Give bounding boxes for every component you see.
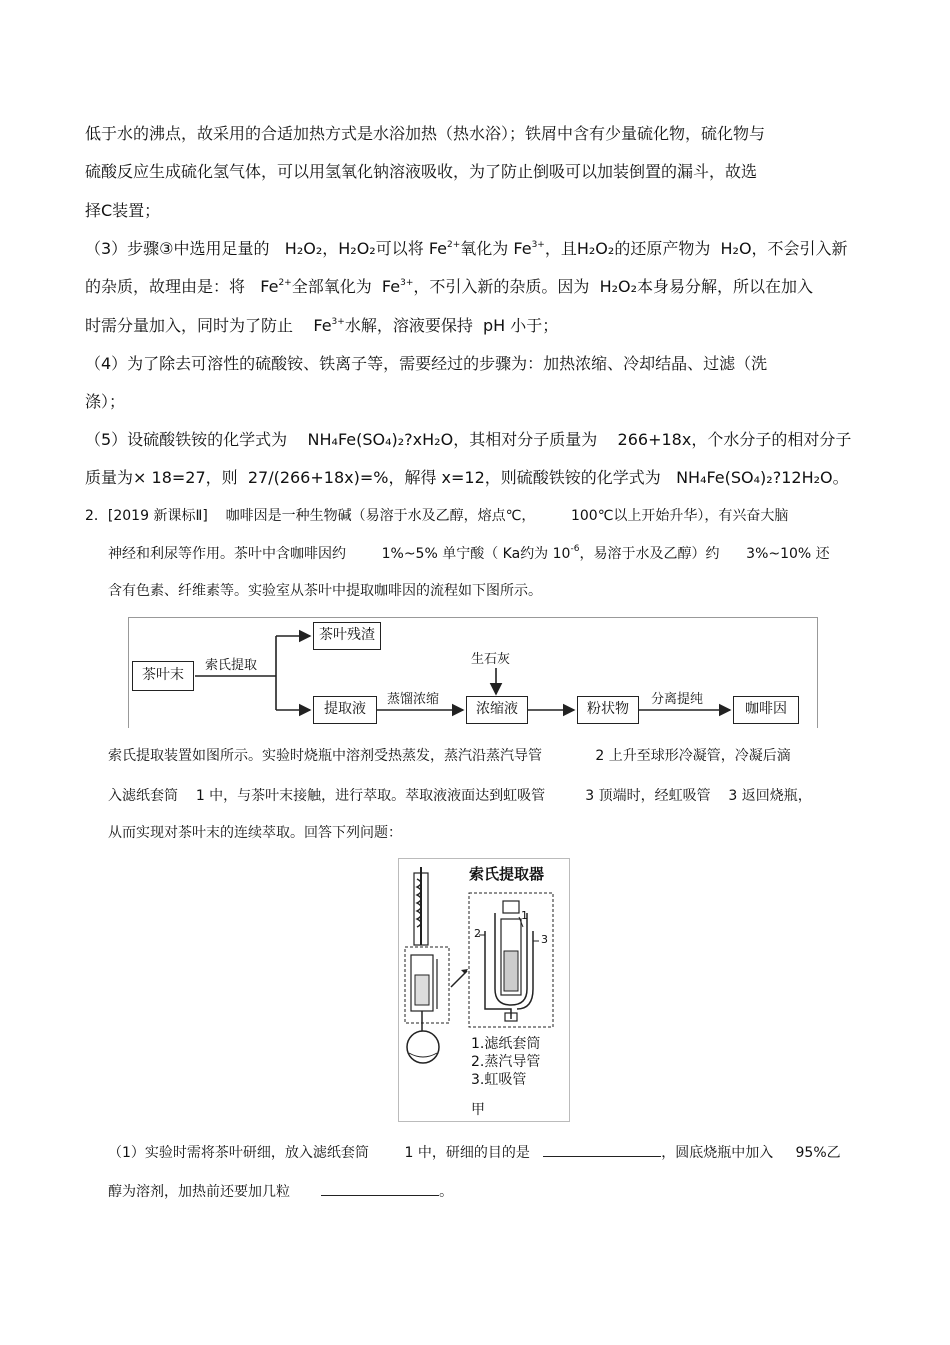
apparatus-legend-3: 3.虹吸管 (471, 1072, 527, 1088)
apparatus-legend-2: 2.蒸汽导管 (471, 1054, 541, 1070)
text-line: 硫酸反应生成硫化氢气体，可以用氢氧化钠溶液吸收，为了防止倒吸可以加装倒置的漏斗，故选 (85, 162, 758, 181)
apparatus-label-1: 1 (521, 909, 528, 922)
flow-powder-box: 粉状物 (577, 696, 639, 724)
question-2-line-1: 2．[2019 新课标Ⅱ] 咖啡因是一种生物碱（易溶于水及乙醇，熔点℃， 100℃以上开始升华），有兴奋大脑 (85, 508, 789, 524)
answer-3-line-1: （3）步骤③中选用足量的 H₂O₂，H₂O₂可以将 $Fe^{2+}$氧化为 $Fe^{3+}$，且H₂O₂的还原产物为 H₂O，不会引入新 (85, 239, 848, 258)
apparatus-title: 索氏提取器 (469, 865, 545, 883)
soxhlet-line-2: 入滤纸套筒 1 中，与茶叶末接触，进行萃取。萃取液液面达到虹吸管 3 顶端时，经虹吸管 3 返回烧瓶， (108, 788, 812, 804)
flow-label-1: 索氏提取 (205, 658, 258, 673)
flow-extract-box: 提取液 (313, 696, 377, 724)
answer-5-line-2: 质量为× 18=27，则 27/(266+18x)=%，解得 x=12，则硫酸铁铵的化学式为 NH₄Fe(SO₄)₂?12H₂O。 (85, 468, 849, 487)
text-line: 择C装置； (85, 201, 161, 220)
answer-4-line-1: （4）为了除去可溶性的硫酸铵、铁离子等，需要经过的步骤为：加热浓缩、冷却结晶、过滤（洗 (85, 354, 768, 373)
soxhlet-line-3: 从而实现对茶叶末的连续萃取。回答下列问题： (108, 825, 402, 841)
extraction-flowchart (128, 617, 818, 728)
subquestion-1-line-2: 醇为溶剂，加热前还要加几粒 。 (108, 1184, 454, 1200)
flow-concentrate-box: 浓缩液 (466, 696, 528, 724)
flow-residue-box: 茶叶残渣 (313, 622, 381, 650)
flow-product-box: 咖啡因 (733, 696, 799, 724)
answer-blank[interactable] (321, 1182, 439, 1196)
answer-4-line-2: 涤）； (85, 392, 126, 411)
question-2-line-3: 含有色素、纤维素等。实验室从茶叶中提取咖啡因的流程如下图所示。 (108, 583, 542, 599)
apparatus-label-3: 3 (541, 933, 548, 946)
flow-label-2: 蒸馏浓缩 (387, 692, 440, 707)
apparatus-label-2: 2 (474, 927, 481, 940)
answer-3-line-2: 的杂质，故理由是：将 $Fe^{2+}$全部氧化为 $Fe^{3+}$，不引入新的杂质。因为 H₂O₂本身易分解，所以在加入 (85, 277, 814, 296)
flow-label-3: 分离提纯 (651, 692, 704, 707)
soxhlet-line-1: 索氏提取装置如图所示。实验时烧瓶中溶剂受热蒸发，蒸汽沿蒸汽导管 2 上升至球形冷凝管，冷凝后滴 (108, 748, 791, 764)
text-line: 低于水的沸点，故采用的合适加热方式是水浴加热（热水浴）；铁屑中含有少量硫化物，硫化物与 (85, 124, 766, 143)
flow-start-box: 茶叶末 (132, 661, 194, 691)
soxhlet-apparatus-figure (398, 858, 570, 1122)
apparatus-legend-1: 1.滤纸套筒 (471, 1036, 541, 1052)
answer-blank[interactable] (543, 1143, 661, 1157)
apparatus-caption: 甲 (471, 1102, 485, 1118)
answer-5-line-1: （5）设硫酸铁铵的化学式为 NH₄Fe(SO₄)₂?xH₂O，其相对分子质量为 266+18x，个水分子的相对分子 (85, 430, 852, 449)
subquestion-1-line-1: （1）实验时需将茶叶研细，放入滤纸套筒 1 中，研细的目的是 ，圆底烧瓶中加入 95%乙 (108, 1145, 841, 1161)
answer-3-line-3: 时需分量加入，同时为了防止 $Fe^{3+}$水解，溶液要保持 pH 小于； (85, 316, 559, 335)
question-2-line-2: 神经和利尿等作用。茶叶中含咖啡因约 1%~5% 单宁酸（ Ka约为 $10^{-6}$，易溶于水及乙醇）约 3%~10% 还 (108, 544, 830, 562)
flow-reagent-label: 生石灰 (471, 652, 511, 667)
